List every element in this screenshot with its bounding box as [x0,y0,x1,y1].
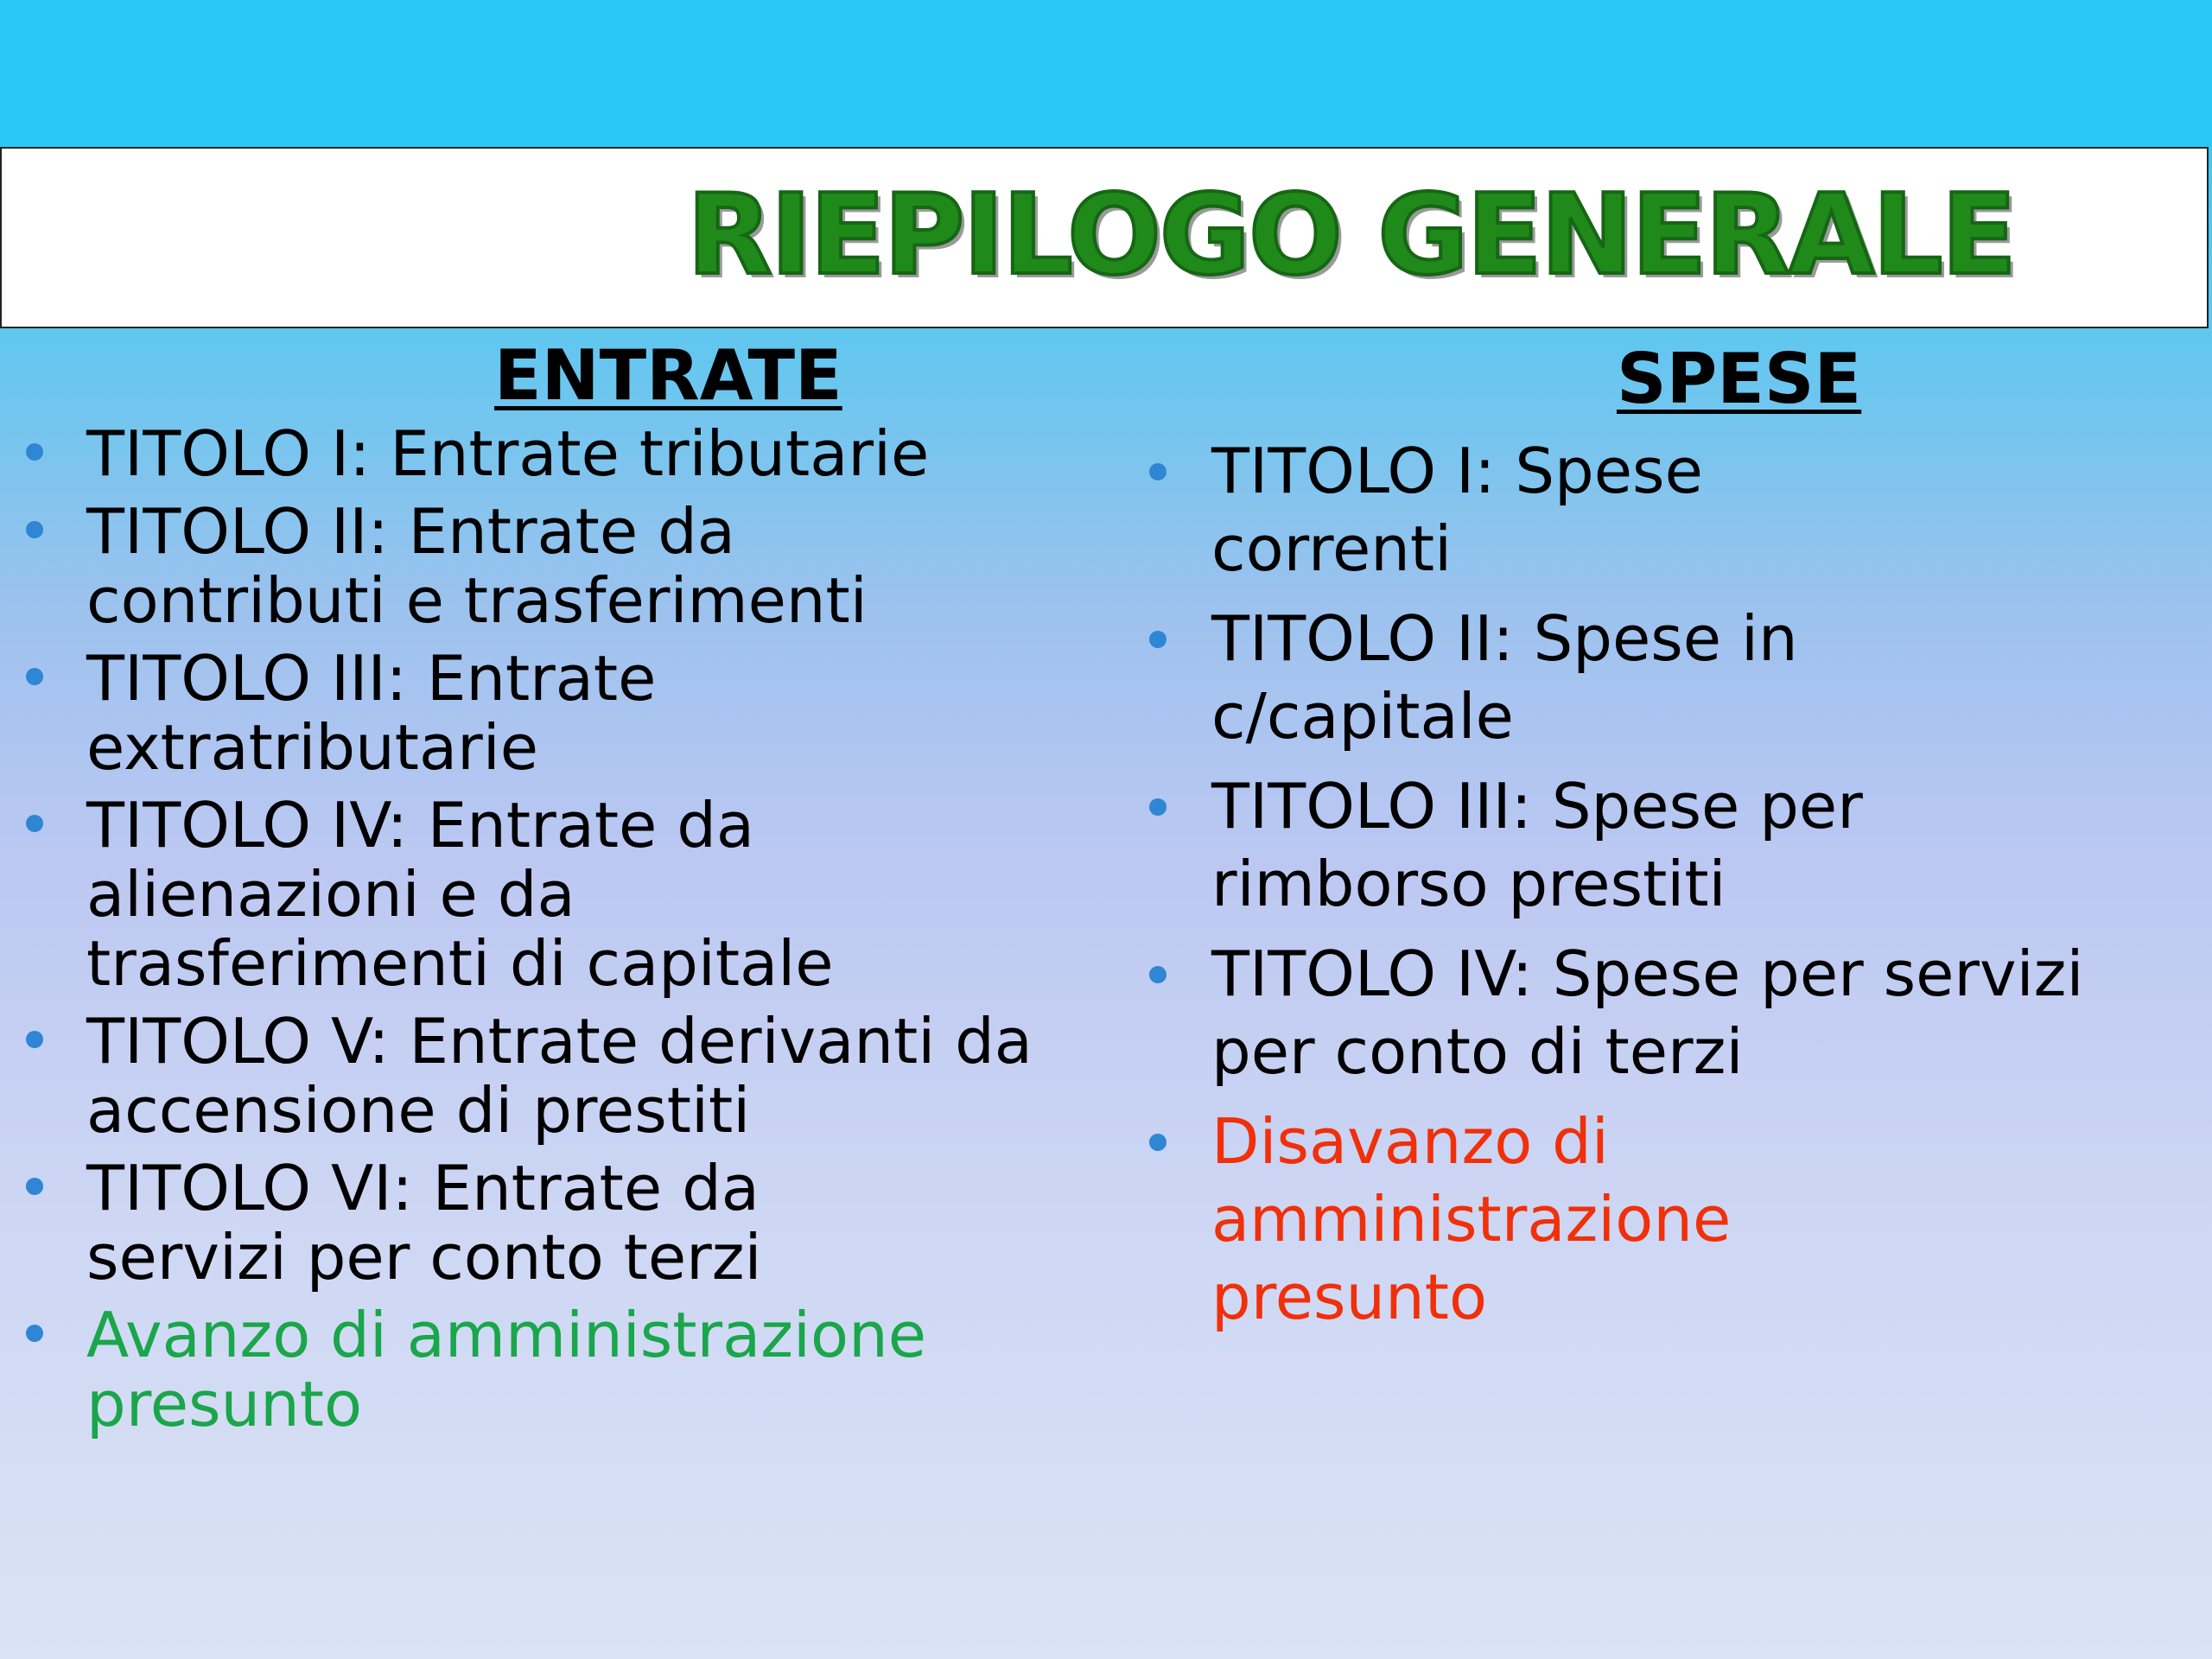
list-item-text: TITOLO IV: Spese per servizi per conto di terzi [1211,938,2084,1088]
list-item [26,497,1002,635]
entrate-heading: ENTRATE [494,335,842,416]
list-item [26,1007,1158,1145]
bullet-icon [1149,1134,1166,1151]
list-item [1149,432,1920,588]
bullet-icon [26,1325,43,1342]
list-item [26,644,864,782]
bullet-icon [1149,631,1166,648]
list-item-text: TITOLO I: Spese correnti [1211,435,1703,585]
list-item-text: TITOLO I: Entrate tributarie [86,417,930,490]
bullet-icon [1149,463,1166,480]
list-item-text: TITOLO II: Entrate da contributi e trasferimenti [86,495,868,637]
spese-list [1149,432,2203,1348]
list-item-text: Disavanzo di amministrazione presunto [1211,1105,1732,1333]
list-item [26,1300,1123,1439]
list-item [1149,600,1989,755]
list-item-text: TITOLO II: Spese in c/capitale [1211,602,1798,753]
list-item [1149,935,2093,1090]
list-item [26,1154,968,1292]
list-item [1149,767,2041,923]
bullet-icon [26,443,43,461]
list-item-text: TITOLO V: Entrate derivanti da accensione di prestiti [86,1005,1033,1147]
list-item-text: TITOLO VI: Entrate da servizi per conto terzi [86,1152,762,1294]
list-item [26,791,968,998]
top-band [0,0,2212,147]
list-item-text: Avanzo di amministrazione presunto [86,1299,926,1440]
list-item-text: TITOLO IV: Entrate da alienazioni e da trasferimenti di capitale [86,789,834,1000]
bullet-icon [26,1031,43,1048]
bullet-icon [26,668,43,685]
list-item [1149,1103,1903,1336]
bullet-icon [1149,966,1166,983]
bullet-icon [1149,798,1166,816]
slide-title: RIEPILOGO GENERALE [687,171,2015,300]
entrate-list [26,419,1132,1447]
bullet-icon [26,1178,43,1195]
list-item-text: TITOLO III: Entrate extratributarie [86,642,657,784]
list-item [26,419,1158,488]
spese-heading: SPESE [1617,339,1862,419]
list-item-text: TITOLO III: Spese per rimborso prestiti [1211,770,1863,920]
bullet-icon [26,521,43,538]
bullet-icon [26,815,43,832]
